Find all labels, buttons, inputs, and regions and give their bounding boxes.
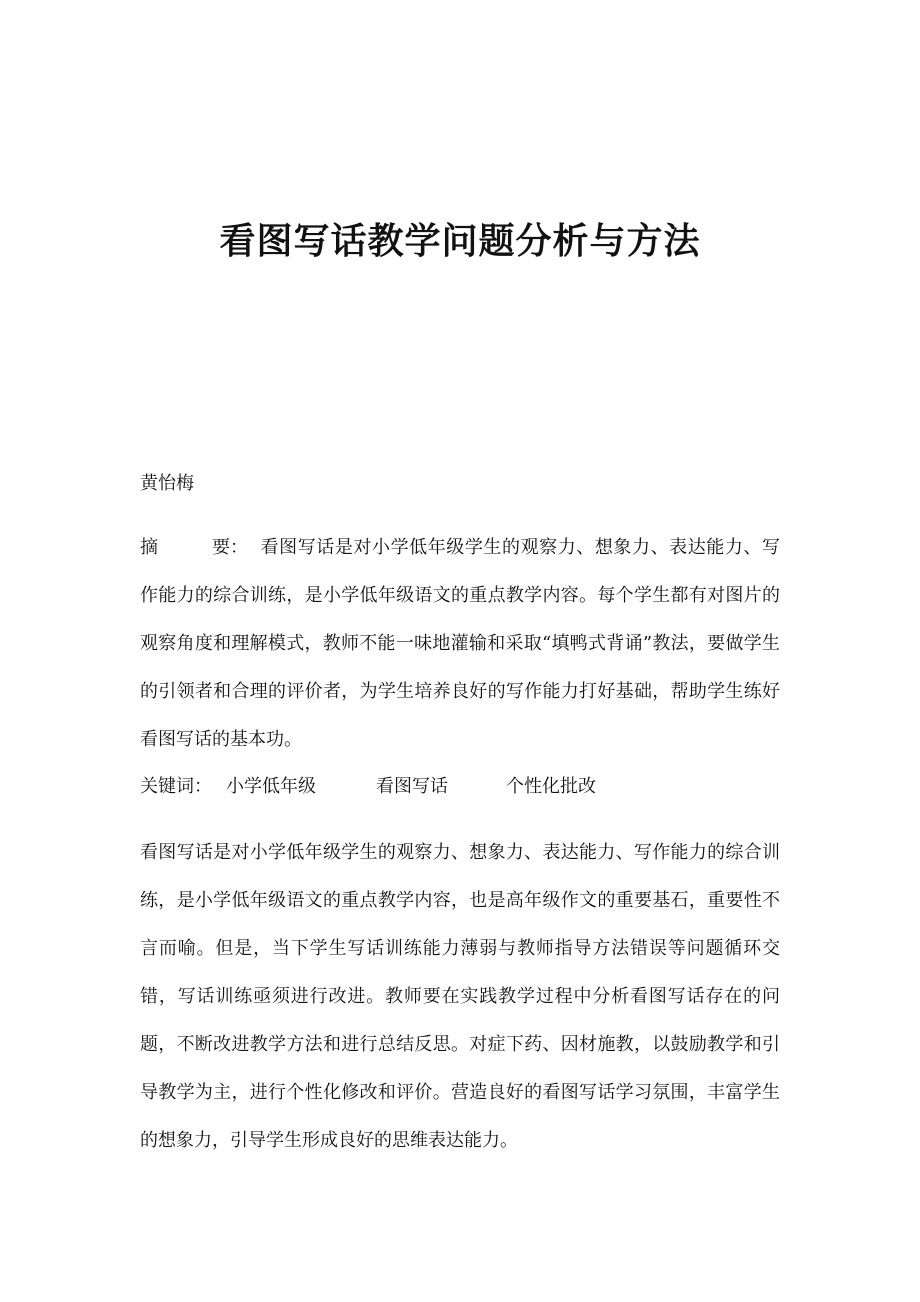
keywords-label: 关键词： [140, 776, 212, 797]
abstract-paragraph [140, 524, 780, 764]
keyword-item: 小学低年级 [226, 776, 316, 797]
abstract-text: 看图写话是对小学低年级学生的观察力、想象力、表达能力、写作能力的综合训练，是小学低年级语文的重点教学内容。每个学生都有对图片的观察角度和理解模式，教师不能一味地灌输和采取“填鸭式背诵”教法，要做学生的引领者和合理的评价者，为学生培养良好的写作能力打好基础，帮助学生练好看图写话的基本功。 [140, 537, 780, 750]
abstract-label: 摘 要： [140, 537, 248, 558]
body-paragraph: 看图写话是对小学低年级学生的观察力、想象力、表达能力、写作能力的综合训练，是小学低年级语文的重点教学内容，也是高年级作文的重要基石，重要性不言而喻。但是，当下学生写话训练能力薄弱与教师指导方法错误等问题循环交错，写话训练亟须进行改进。教师要在实践教学过程中分析看图写话存在的问题，不断改进教学方法和进行总结反思。对症下药、因材施教，以鼓励教学和引导教学为主，进行个性化修改和评价。营造良好的看图写话学习氛围，丰富学生的想象力，引导学生形成良好的思维表达能力。 [140, 842, 780, 1151]
keyword-item: 看图写话 [376, 776, 448, 797]
author-name: 黄怡梅 [140, 473, 194, 494]
keywords-line [140, 773, 596, 801]
keyword-item: 个性化批改 [506, 776, 596, 797]
document-title: 看图写话教学问题分析与方法 [219, 220, 701, 262]
